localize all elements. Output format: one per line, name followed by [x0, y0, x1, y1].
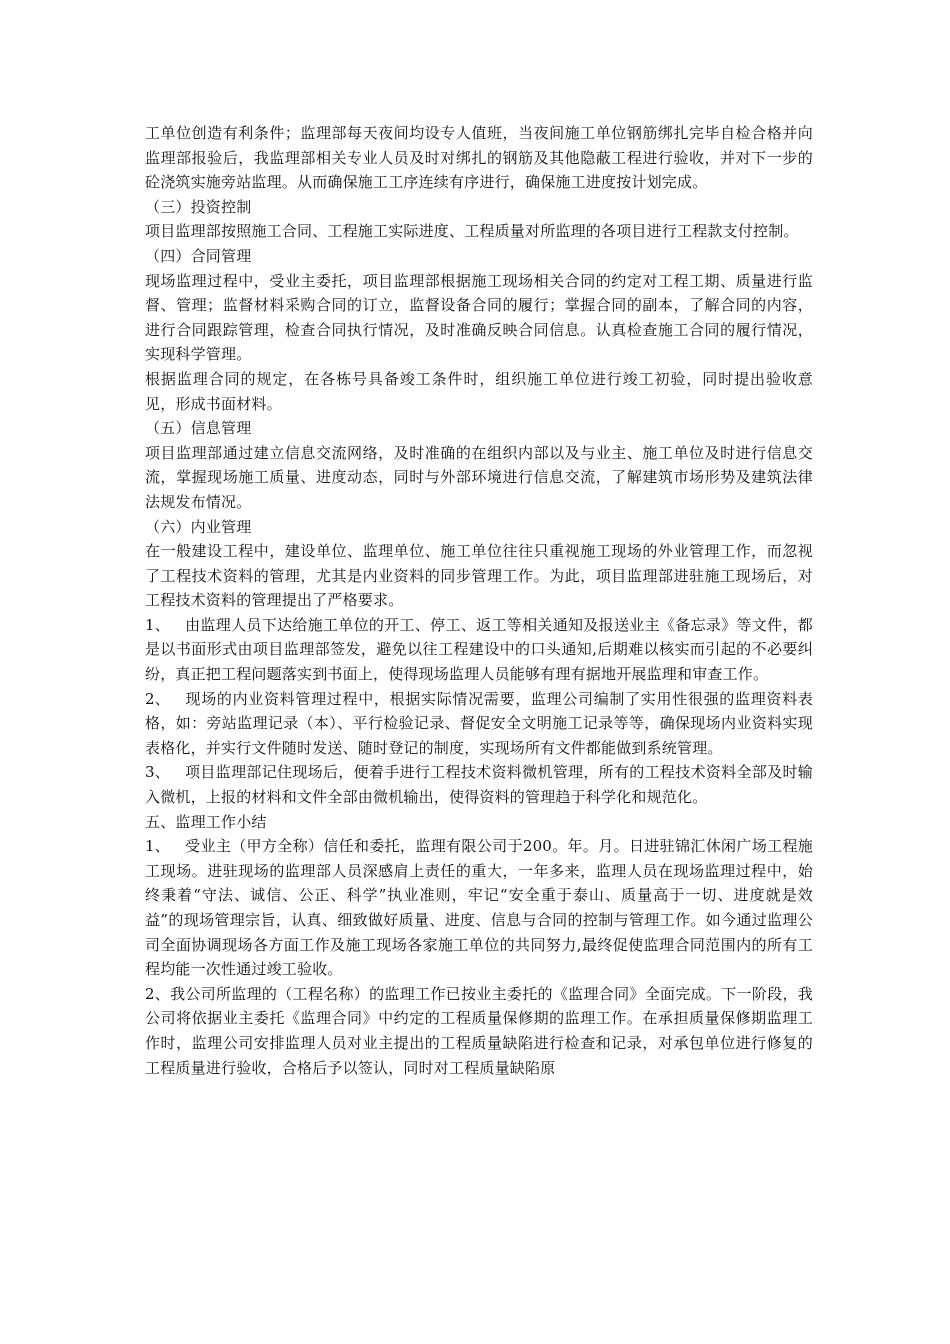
- list-item-text: 项目监理部记住现场后，便着手进行工程技术资料微机管理，所有的工程技术资料全部及时输入微机，上报的材料和文件全部由微机输出，使得资料的管理趋于科学化和规范化。: [145, 763, 813, 807]
- document-body: [145, 121, 813, 1080]
- list-number: 2、: [145, 689, 170, 708]
- heading-contract-management: （四）合同管理: [145, 246, 252, 265]
- list-item-3-computer: [145, 760, 813, 809]
- list-item-text: 我公司所监理的（工程名称）的监理工作已按业主委托的《监理合同》全面完成。下一阶段，我公司将依据业主委托《监理合同》中约定的工程质量保修期的监理工作。在承担质量保修期监理工作时，监理公司安排监理人员对业主提出的工程质量缺陷进行检查和记录，对承包单位进行修复的工程质量进行验收，合格后予以签认，同时对工程质量缺陷原: [145, 984, 813, 1077]
- list-item-2-forms: [145, 687, 813, 761]
- paragraph-contract-management: 现场监理过程中，受业主委托，项目监理部根据施工现场相关合同的约定对工程工期、质量进行监督、管理；监督材料采购合同的订立，监督设备合同的履行；掌握合同的副本，了解合同的内容，进行合同跟踪管理，检查合同执行情况，及时准确反映合同信息。认真检查施工合同的履行情况，实现科学管理。: [145, 271, 813, 364]
- list-item-text: 现场的内业资料管理过程中，根据实际情况需要，监理公司编制了实用性很强的监理资料表格，如：旁站监理记录（本）、平行检验记录、督促安全文明施工记录等等，确保现场内业资料实现表格化，并实行文件随时发送、随时登记的制度，实现场所有文件都能做到系统管理。: [145, 689, 813, 757]
- paragraph-progress-assurance: 工单位创造有利条件；监理部每天夜间均设专人值班，当夜间施工单位钢筋绑扎完毕自检合格并向监理部报验后，我监理部相关专业人员及时对绑扎的钢筋及其他隐蔽工程进行验收，并对下一步的砼浇筑实施旁站监理。从而确保施工工序连续有序进行，确保施工进度按计划完成。: [145, 124, 813, 192]
- list-number: 3、: [145, 763, 170, 782]
- paragraph-internal-management: 在一般建设工程中，建设单位、监理单位、施工单位往往只重视施工现场的外业管理工作，而忽视了工程技术资料的管理，尤其是内业资料的同步管理工作。为此，项目监理部进驻施工现场后，对工程技术资料的管理提出了严格要求。: [145, 542, 813, 610]
- list-number: 2、: [145, 984, 170, 1003]
- list-number: 1、: [145, 837, 170, 856]
- summary-item-2: [145, 982, 813, 1080]
- heading-investment-control: （三）投资控制: [145, 197, 252, 216]
- paragraph-information-management: 项目监理部通过建立信息交流网络，及时准确的在组织内部以及与业主、施工单位及时进行信息交流，掌握现场施工质量、进度动态，同时与外部环境进行信息交流，了解建筑市场形势及建筑法律法规发布情况。: [145, 443, 813, 511]
- summary-item-1: [145, 834, 813, 982]
- list-item-text: 受业主（甲方全称）信任和委托，监理有限公司于200。年。月。日进驻锦汇休闲广场工程施工现场。进驻现场的监理部人员深感肩上责任的重大，一年多来，监理人员在现场监理过程中，始终秉着“守法、诚信、公正、科学”执业准则，牢记“安全重于泰山、质量高于一切、进度就是效益”的现场管理宗旨，认真、细致做好质量、进度、信息与合同的控制与管理工作。如今通过监理公司全面协调现场各方面工作及施工现场各家施工单位的共同努力,最终促使监理合同范围内的所有工程均能一次性通过竣工验收。: [145, 837, 813, 979]
- heading-work-summary: 五、监理工作小结: [145, 812, 267, 831]
- paragraph-completion-inspection: 根据监理合同的规定，在各栋号具备竣工条件时，组织施工单位进行竣工初验，同时提出验收意见，形成书面材料。: [145, 369, 813, 413]
- heading-information-management: （五）信息管理: [145, 419, 252, 438]
- list-number: 1、: [145, 615, 170, 634]
- list-item-1-notices: [145, 613, 813, 687]
- heading-internal-management: （六）内业管理: [145, 517, 252, 536]
- paragraph-investment-control: 项目监理部按照施工合同、工程施工实际进度、工程质量对所监理的各项目进行工程款支付控制。: [145, 222, 799, 241]
- list-item-text: 由监理人员下达给施工单位的开工、停工、返工等相关通知及报送业主《备忘录》等文件，都是以书面形式由项目监理部签发，避免以往工程建设中的口头通知,后期难以核实而引起的不必要纠纷，真正把工程问题落实到书面上，使得现场监理人员能够有理有据地开展监理和审查工作。: [145, 615, 813, 684]
